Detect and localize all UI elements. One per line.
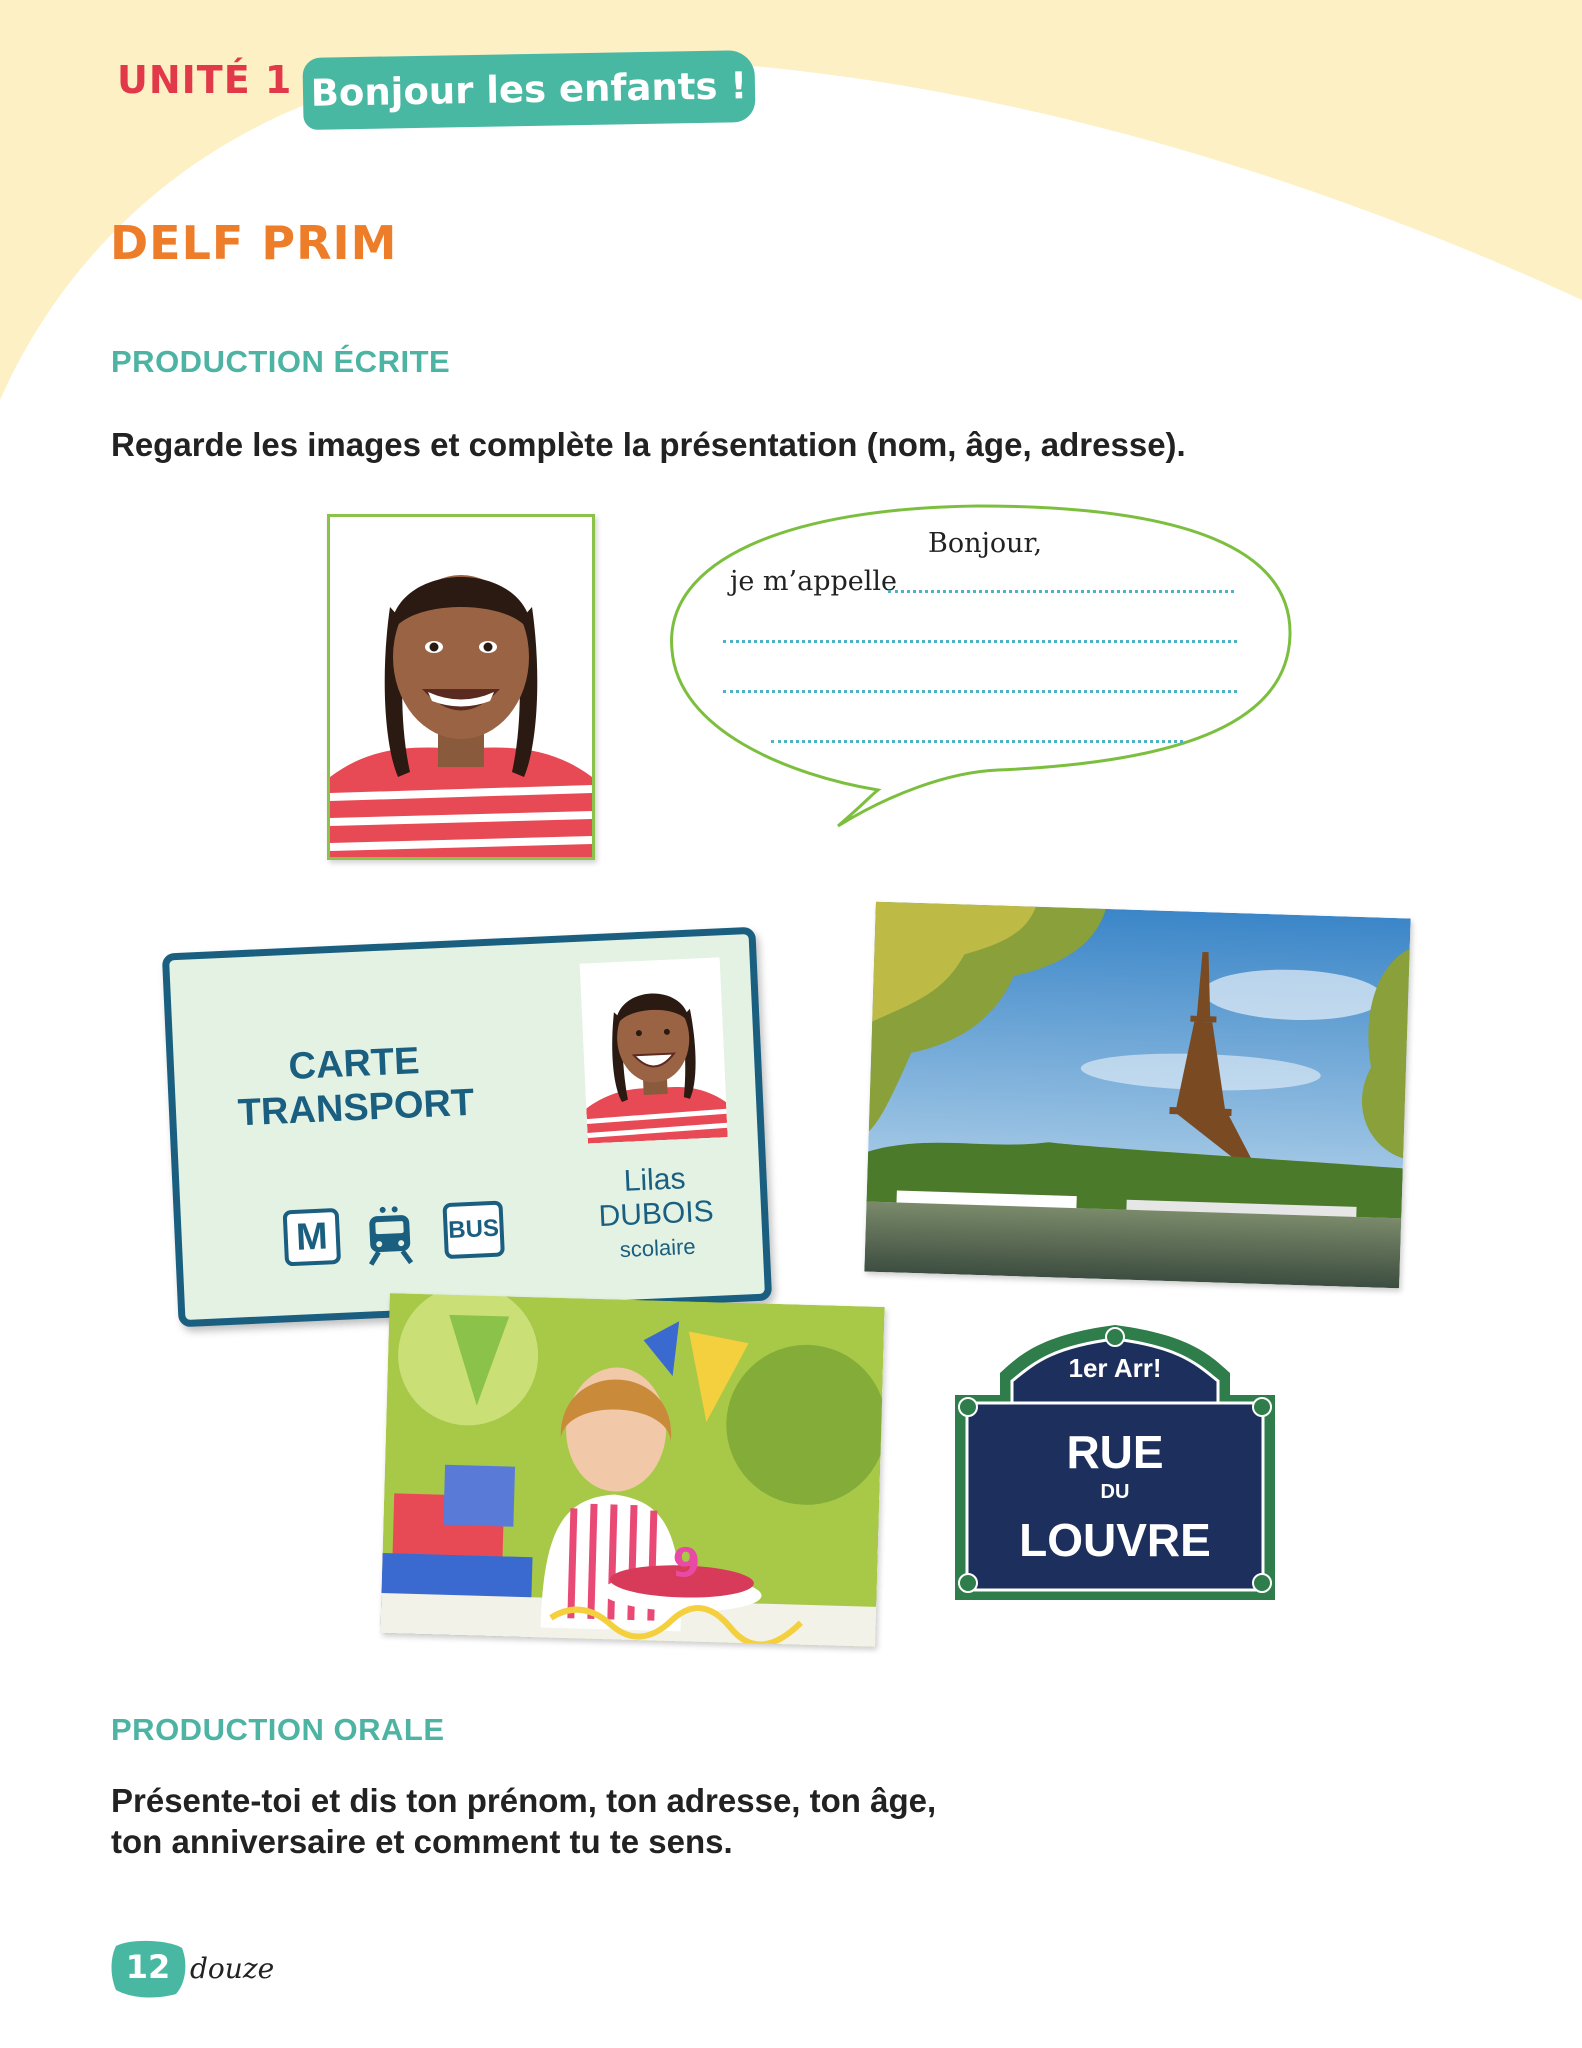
card-first-name: Lilas <box>623 1162 687 1198</box>
write-line[interactable] <box>723 640 1237 643</box>
unit-label: UNITÉ 1 <box>117 58 293 102</box>
bus-icon: BUS <box>442 1200 504 1259</box>
girl-portrait-photo <box>327 514 595 860</box>
card-photo <box>580 957 728 1143</box>
transport-card-title <box>233 1037 477 1136</box>
write-line[interactable] <box>888 590 1234 593</box>
card-holder <box>564 1159 748 1269</box>
card-category: scolaire <box>619 1233 697 1263</box>
tram-icon <box>363 1204 417 1262</box>
write-line[interactable] <box>723 690 1237 693</box>
oral-instruction <box>111 1780 936 1862</box>
birthday-party-photo <box>380 1293 884 1647</box>
transport-card <box>162 927 772 1328</box>
page-number-word: douze <box>190 1952 275 1985</box>
svg-text:9: 9 <box>671 1540 701 1587</box>
bubble-lead: je m’appelle <box>730 566 898 597</box>
sign-line3: LOUVRE <box>1019 1514 1211 1566</box>
eiffel-tower-photo <box>864 902 1410 1289</box>
sign-arrondissement: 1er Arr! <box>1068 1353 1162 1383</box>
card-title-line2: TRANSPORT <box>236 1081 476 1135</box>
sign-line2: DU <box>1100 1481 1130 1503</box>
bubble-greeting: Bonjour, <box>928 528 1043 559</box>
written-instruction: Regarde les images et complète la présentation (nom, âge, adresse). <box>111 426 1186 463</box>
oral-instruction-line2: ton anniversaire et comment tu te sens. <box>111 1823 733 1860</box>
sign-line1: RUE <box>1066 1426 1164 1478</box>
card-last-name: DUBOIS <box>597 1194 715 1234</box>
oral-instruction-line1: Présente-toi et dis ton prénom, ton adresse, ton âge, <box>111 1782 937 1819</box>
card-title-line1: CARTE <box>287 1040 421 1089</box>
metro-icon: M <box>283 1208 341 1266</box>
page-number: 12 <box>125 1948 171 1986</box>
section-heading-written: PRODUCTION ÉCRITE <box>111 344 451 379</box>
write-line[interactable] <box>771 740 1183 743</box>
exam-title: DELF PRIM <box>110 216 398 270</box>
street-sign <box>950 1315 1280 1605</box>
speech-bubble <box>668 500 1296 840</box>
unit-title: Bonjour les enfants ! <box>302 50 755 130</box>
section-heading-oral: PRODUCTION ORALE <box>111 1712 445 1747</box>
